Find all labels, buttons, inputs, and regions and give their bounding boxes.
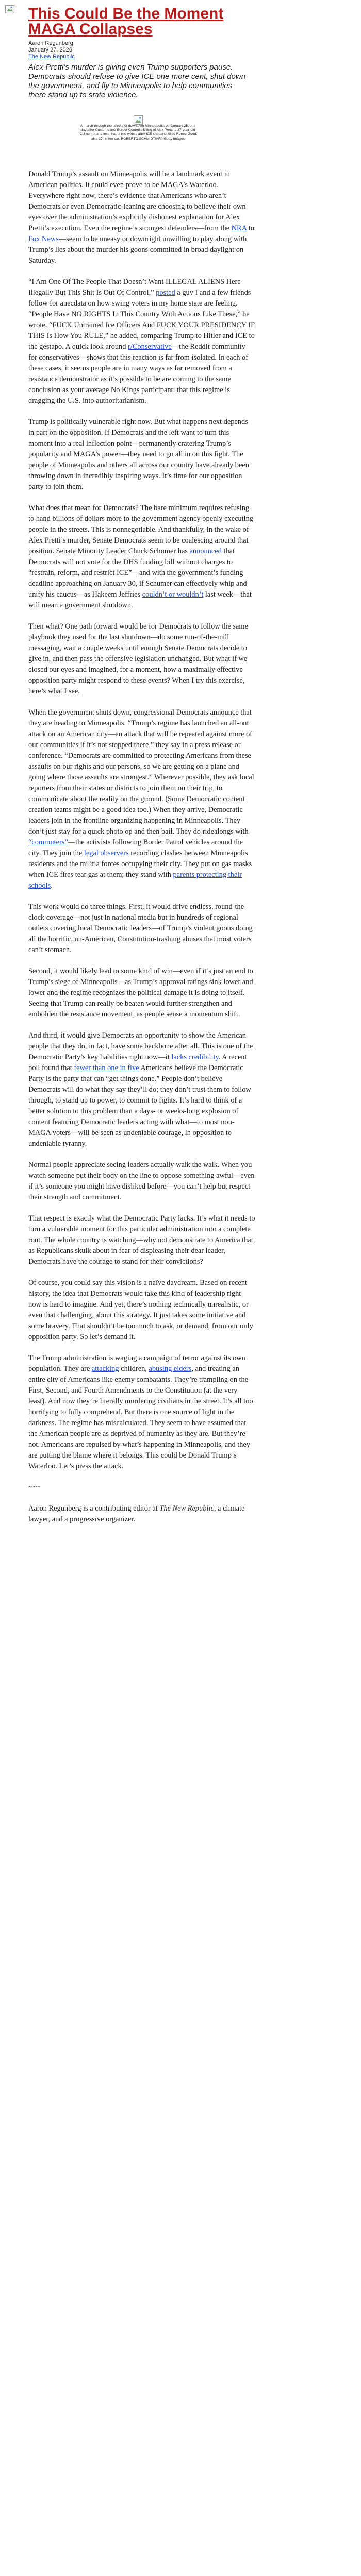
publication-link[interactable]: The New Republic: [28, 54, 75, 60]
inline-link[interactable]: lacks credibility: [171, 1053, 219, 1061]
article-paragraph: And third, it would give Democrats an opportunity to show the American people that they do, in fact, have some backbone after all. This is one of the Democratic Party’s key liabilities right now—it lacks credibility. A recent poll found that fewer than one in five Americans believe the Democratic Party is the party that can “get things done.” People don’t believe Democrats will do what they say they’ll do; they don’t trust them to follow through, to stand up to power, to commit to fights. It’s hard to think of a better solution to this problem than a days- or weeks-long explosion of content featuring Democratic leaders acting with what—to most non-MAGA voters—will be seen as undeniable courage, in opposition to undeniable tyranny.: [28, 1031, 253, 1148]
inline-link[interactable]: NRA: [231, 224, 247, 232]
inline-link[interactable]: couldn’t or wouldn’t: [142, 590, 204, 599]
image-caption: A march through the streets of downtown Minneapolis, on January 25, one day after Customs and Border Control’s killing of Alex Pretti, a 37-year-old ICU nurse, and less than three weeks after ICE shot and killed Renee Good, also 37, in her car. ROBERTO SCHMIDT/AFP/Getty Images: [78, 124, 198, 141]
article-paragraph: “I Am One Of The People That Doesn’t Want ILLEGAL ALIENS Here Illegally But This Shit Is Out Of Control,” posted a guy I and a few friends follow for anecdata on how swing voters in my home state are feeling. “People Have NO RIGHTS In This Country With Actions Like These,” he wrote. “FUCK Untrained Ice Officers And FUCK YOUR PRESIDENCY IF THIS Is How You RULE,” he added, comparing Trump to Hitler and ICE to the gestapo. A quick look around r/Conservative—the Reddit community for conservatives—shows that this reaction is far from isolated. In each of these cases, it seems people are in many ways as far removed from a resistance demonstrator as it’s possible to be are coming to the same conclusion as your average No Kings participant: that this regime is dragging the U.S. into authoritarianism.: [28, 278, 255, 405]
article-paragraph: When the government shuts down, congressional Democrats announce that they are heading to Minneapolis. “Trump’s regime has launched an all-out attack on an American city—an attack that will be repeated against more of our communities if it’s not stopped there,” they say in a press release or conference. “Democrats are committed to protecting Americans from these assaults on our rights and our persons, so we are getting on a plane and going where those assaults are strongest.” Wherever possible, they ask local reporters from their states or districts to join them on their trip, to communicate about the reality on the ground. (Some Democratic content creation teams might be a good idea too.) When they arrive, Democratic leaders join in the frontline organizing happening in Minneapolis. They don’t just stay for a quick photo op and then bail. They do ridealongs with “commuters”—the activists following Border Patrol vehicles around the city. They join the legal observers recording clashes between Minneapolis residents and the militia forces occupying their city. They put on gas masks when ICE fires tear gas at them; they stand with parents protecting their schools.: [28, 708, 254, 890]
article-paragraph: Then what? One path forward would be for Democrats to follow the same playbook they used for the last shutdown—do some run-of-the-mill messaging, wait a couple weeks until enough Senate Democrats decide to give in, and then pass the offensive legislation unchanged. But what if we closed our eyes and imagined, for a moment, how a maximally effective opposition party might respond to these events? When I try this exercise, here’s what I see.: [28, 622, 248, 696]
newsletter-logo[interactable]: [5, 5, 14, 13]
article-paragraph: This work would do three things. First, it would drive endless, round-the-clock coverage—not just in national media but in hundreds of regional outlets covering local Democratic leaders—of Trump’s violent goons doing all the horrific, un-American, Constitution-trashing abuses that most voters can’t stomach.: [28, 903, 253, 954]
inline-link[interactable]: legal observers: [84, 849, 129, 857]
article-paragraph: Second, it would likely lead to some kind of win—even if it’s just an end to Trump’s siege of Minneapolis—as Trump’s approval ratings sink lower and lower and the regime recognizes the political damage it is doing to itself. Seeing that Trump can really be beaten would further strengthen and embolden the resistance movement, as people sense a momentum shift.: [28, 967, 253, 1019]
inline-link[interactable]: Fox News: [28, 235, 59, 243]
inline-link[interactable]: r/Conservative: [128, 343, 172, 351]
inline-link[interactable]: attacking: [91, 1365, 119, 1373]
author-name: Aaron Regunberg: [28, 40, 73, 46]
inline-link[interactable]: abusing elders: [149, 1365, 192, 1373]
article-title[interactable]: This Could Be the Moment MAGA Collapses: [28, 5, 224, 38]
article-paragraph: The Trump administration is waging a campaign of terror against its own population. They are attacking children, abusing elders, and treating an entire city of Americans like enemy combatants. They’re trampling on the First, Second, and Fourth Amendments to the Constitution (at the very least). And now they’re literally murdering civilians in the street. It’s all too horrifying to fully comprehend. But there is one source of light in the darkness. The regime has miscalculated. They seem to have assumed that the American people are as deprived of humanity as they are. But they’re not. Americans are repulsed by what’s happening in Minneapolis, and they are putting the blame where it belongs. This could be Donald Trump’s Waterloo. Let’s press the attack.: [28, 1354, 253, 1470]
article-paragraph: Trump is politically vulnerable right now. But what happens next depends in part on the opposition. If Democrats and the left want to turn this moment into a real inflection point—permanently cratering Trump’s popularity and MAGA’s power—they need to go all in on this fight. The people of Minneapolis and others all across our country have already been throwing down in incredibly inspiring ways. It’s time for our opposition party to join them.: [28, 418, 249, 491]
inline-link[interactable]: posted: [156, 289, 175, 297]
inline-link[interactable]: parents protecting their schools: [28, 871, 242, 890]
publish-date: January 27, 2026: [28, 47, 73, 53]
article-dek: Alex Pretti’s murder is giving even Trump supporters pause. Democrats should refuse to give ICE one more cent, shut down the government, and fly to Minneapolis to help communities there stand up to state violence.: [28, 63, 246, 99]
broken-image-icon: [133, 115, 143, 125]
author-bio: Aaron Regunberg is a contributing editor at The New Republic, a climate lawyer, and a progressive organizer.: [28, 1504, 245, 1523]
article-body: [28, 169, 255, 1535]
hero-image: [133, 115, 143, 125]
article-paragraph: Normal people appreciate seeing leaders actually walk the walk. When you watch someone put their body on the line to oppose something awful—even if it’s someone you might have disliked before—you can’t help but respect their strength and commitment.: [28, 1161, 255, 1201]
logo-image-icon: [5, 5, 14, 13]
inline-link[interactable]: fewer than one in five: [74, 1064, 139, 1072]
bio-publication: The New Republic: [159, 1504, 214, 1513]
article-paragraph: Of course, you could say this vision is a naïve daydream. Based on recent history, the idea that Democrats would take this kind of leadership right now is hard to imagine. And yet, there’s nothing technically unrealistic, or even that challenging, about this strategy. It just takes some initiative and some bravery. That shouldn’t be too much to ask, or demand, from our only opposition party. So let’s demand it.: [28, 1279, 253, 1341]
article-paragraph: What does that mean for Democrats? The bare minimum requires refusing to hand billions of dollars more to the government agency openly executing people in the streets. This is nonnegotiable. And thankfully, in the wake of Alex Pretti’s murder, Senate Democrats seem to be coalescing around that position. Senate Minority Leader Chuck Schumer has announced that Democrats will not vote for the DHS funding bill without changes to “restrain, reform, and restrict ICE”—and with the government’s funding deadline approaching on January 30, if Schumer can effectively whip and unify his caucus—as Hakeem Jeffries couldn’t or wouldn’t last week—that will mean a government shutdown.: [28, 504, 254, 609]
article-paragraph: That respect is exactly what the Democratic Party lacks. It’s what it needs to turn a vulnerable moment for this particular administration into a complete rout. The whole country is watching—why not demonstrate to America that, as Republicans skulk about in fear of displeasing their dear leader, Democrats have the courage to stand for their convictions?: [28, 1214, 255, 1266]
inline-link[interactable]: “commuters”: [28, 838, 68, 846]
article-paragraph: Donald Trump’s assault on Minneapolis will be a landmark event in American politics. It could even prove to be MAGA’s Waterloo. Everywhere right now, there’s evidence that Americans who aren’t Democrats or even Democratic-leaning are choosing to believe their own eyes over the administration’s explicitly dishonest explanation for Alex Pretti’s execution. Even the regime’s strongest defenders—from the NRA to Fox News—seem to be uneasy or downright unwilling to play along with Trump’s lies about the murder his goons committed in broad daylight on Saturday.: [28, 170, 255, 265]
section-separator: ~~~: [28, 1483, 42, 1492]
article-meta: [28, 40, 75, 60]
inline-link[interactable]: announced: [189, 547, 222, 555]
